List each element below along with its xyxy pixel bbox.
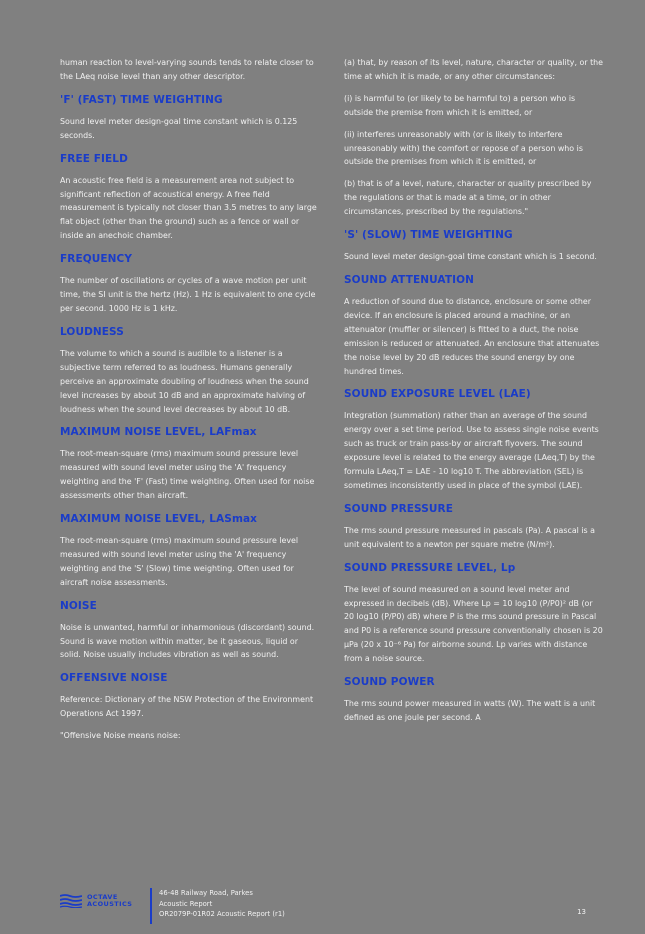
term-heading: 'F' (FAST) TIME WEIGHTING [60, 93, 223, 106]
wave-logo-icon [60, 894, 82, 908]
term-heading: MAXIMUM NOISE LEVEL, LASmax [60, 513, 258, 526]
term-heading: LOUDNESS [60, 325, 124, 338]
term-heading: SOUND POWER [344, 676, 435, 689]
right-column [344, 56, 604, 735]
offensive-noise-criteria-list [344, 56, 604, 219]
term-sound-exposure-level [344, 388, 604, 492]
term-heading: SOUND ATTENUATION [344, 273, 475, 286]
list-item: (ii) interferes unreasonably with (or is likely to interfere unreasonably with) the comfort or repose of a person who is outside the premises from which it is emitted, or [344, 129, 583, 167]
term-heading: FREE FIELD [60, 152, 128, 165]
company-logo [60, 894, 132, 908]
intro-continuation [60, 56, 320, 84]
project-address: 46-48 Railway Road, Parkes [159, 889, 253, 897]
report-type: Acoustic Report [159, 899, 213, 908]
list-item: (i) is harmful to (or likely to be harmful to) a person who is outside the premise from which it is emitted, or [344, 93, 576, 117]
term-definition: An acoustic free field is a measurement area not subject to significant reflection of acoustical energy. A free field measurement is typically not closer than 3.5 metres to any large flat object (other than the ground) such as a fence or wall or inside an anechoic chamber. [60, 175, 317, 241]
logo-line1: OCTAVE [87, 893, 118, 901]
term-definition: Noise is unwanted, harmful or inharmonious (discordant) sound. Sound is wave motion within matter, be it gaseous, liquid or solid. Noise usually includes vibration as well as sound. [60, 622, 315, 660]
term-fast-time-weighting [60, 94, 320, 143]
term-definition: The level of sound measured on a sound level meter and expressed in decibels (dB). Where Lp = 10 log10 (P/P0)² dB (or 20 log10 (P/P0) dB) where P is the rms sound pressure in Pascal and P0 is a reference sound pressure conventionally chosen is 20 μPa (20 x 10⁻⁶ Pa) for airborne sound. Lp varies with distance from a noise source. [344, 584, 603, 664]
term-heading: SOUND PRESSURE LEVEL, Lp [344, 561, 516, 574]
report-reference: OR2079P-01R02 Acoustic Report (r1) [159, 910, 285, 918]
term-max-noise-lafmax [60, 426, 320, 503]
term-sound-pressure [344, 503, 604, 552]
term-frequency [60, 253, 320, 316]
term-heading: FREQUENCY [60, 253, 133, 266]
term-definition: The rms sound power measured in watts (W). The watt is a unit defined as one joule per second. A [344, 699, 596, 722]
term-definition: Sound level meter design-goal time constant which is 1 second. [344, 252, 597, 262]
term-heading: 'S' (SLOW) TIME WEIGHTING [344, 229, 513, 242]
term-definition: "Offensive Noise means noise: [60, 731, 181, 741]
term-free-field [60, 153, 320, 244]
term-loudness [60, 326, 320, 417]
term-heading: SOUND EXPOSURE LEVEL (LAE) [344, 388, 531, 401]
term-heading: MAXIMUM NOISE LEVEL, LAFmax [60, 426, 257, 439]
term-max-noise-lasmax [60, 513, 320, 590]
term-slow-time-weighting [344, 229, 604, 264]
term-definition: A reduction of sound due to distance, enclosure or some other device. If an enclosure is placed around a machine, or an attenuator (muffler or silencer) is fitted to a duct, the noise emission is reduced or attenuated. An enclosure that attenuates the noise level by 20 dB reduces the sound energy by one hundred times. [344, 296, 600, 376]
term-sound-pressure-level [344, 562, 604, 666]
logo-line2: ACOUSTICS [87, 900, 133, 908]
term-heading: OFFENSIVE NOISE [60, 672, 168, 685]
page-number: 13 [577, 908, 586, 916]
term-noise [60, 600, 320, 663]
term-sound-power [344, 676, 604, 725]
logo-wordmark [87, 894, 132, 908]
term-definition: Sound level meter design-goal time constant which is 0.125 seconds. [60, 116, 298, 140]
footer-document-info [159, 888, 285, 920]
left-column [60, 56, 320, 753]
term-sound-attenuation [344, 274, 604, 378]
footer-divider [150, 888, 152, 924]
list-item: (a) that, by reason of its level, nature, character or quality, or the time at which it is made, or any other circumstances: [344, 58, 604, 81]
term-heading: NOISE [60, 599, 97, 612]
page-footer [60, 884, 590, 924]
term-definition: Reference: Dictionary of the NSW Protection of the Environment Operations Act 1997. [60, 695, 314, 719]
body-text: human reaction to level-varying sounds tends to relate closer to the LAeq noise level than any other descriptor. [60, 58, 314, 81]
term-definition: The root-mean-square (rms) maximum sound pressure level measured with sound level meter using the 'A' frequency weighting and the 'S' (Slow) time weighting. Often used for aircraft noise assessments. [60, 536, 299, 587]
list-item: (b) that is of a level, nature, character or quality prescribed by the regulations or that is made at a time, or in other circumstances, prescribed by the regulations." [344, 179, 592, 217]
term-definition: The rms sound pressure measured in pascals (Pa). A pascal is a unit equivalent to a newton per square metre (N/m²). [344, 525, 596, 549]
term-definition: Integration (summation) rather than an average of the sound energy over a set time period. Use to assess single noise events such as truck or train pass-by or aircraft flyovers. The sound exposure level is related to the energy average (LAeq,T) by the formula LAeq,T = LAE - 10 log10 T. The abbreviation (SEL) is sometimes inconsistently used in place of the symbol (LAE). [344, 411, 599, 490]
term-definition: The number of oscillations or cycles of a wave motion per unit time, the SI unit is the hertz (Hz). 1 Hz is equivalent to one cycle per second. 1000 Hz is 1 kHz. [60, 276, 316, 313]
term-definition: The root-mean-square (rms) maximum sound pressure level measured with sound level meter using the 'A' frequency weighting and the 'F' (Fast) time weighting. Often used for noise assessments other than aircraft. [60, 449, 315, 501]
term-definition: The volume to which a sound is audible to a listener is a subjective term referred to as loudness. Humans generally perceive an approximate doubling of loudness when the sound level increases by about 10 dB and an approximate halving of loudness when the sound level decreases by about 10 dB. [60, 348, 309, 414]
term-offensive-noise [60, 672, 320, 743]
term-heading: SOUND PRESSURE [344, 502, 453, 515]
